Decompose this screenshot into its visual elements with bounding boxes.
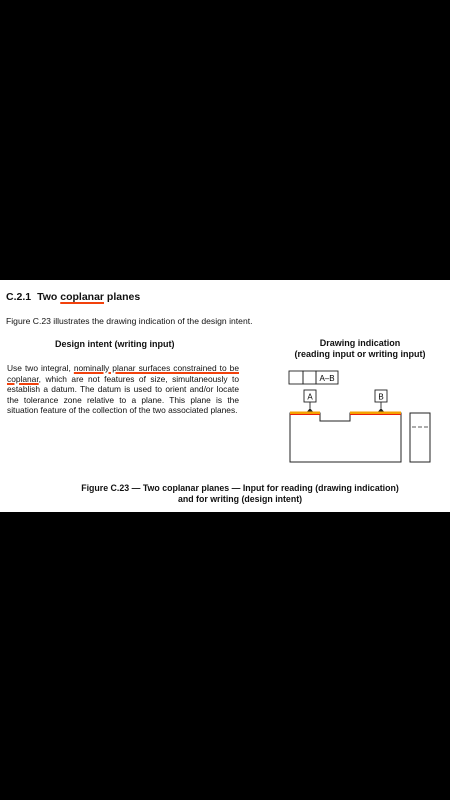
drawing-indication-title-line1: Drawing indication [319, 338, 401, 348]
design-intent-title: Design intent (writing input) [55, 339, 175, 349]
side-view [410, 413, 430, 462]
section-title-start: Two [37, 291, 61, 303]
intro-text: Figure C.23 illustrates the drawing indication of the design intent. [6, 316, 253, 326]
frame-symbol-cell [289, 371, 303, 384]
datum-b-label: B [378, 392, 384, 402]
frame-datum-label: A–B [319, 374, 335, 383]
design-intent-text [7, 363, 239, 416]
text-part-highlight: nominally planar surfaces constrained to be coplanar [7, 363, 239, 384]
text-part: Use two integral, [7, 363, 74, 373]
drawing-indication-title-line2: (reading input or writing input) [294, 349, 426, 359]
figure-caption [40, 483, 440, 505]
caption-line1: Figure C.23 — Two coplanar planes — Input for reading (drawing indication) [81, 483, 399, 493]
caption-line2: and for writing (design intent) [177, 494, 303, 504]
section-title-end: planes [104, 291, 141, 303]
text-part: , which are not features of size, simultaneously to establish a datum. The datum is used to orient and/or locate the tolerance zone relative to a plane [7, 373, 239, 405]
coplanar-drawing [286, 369, 446, 469]
datum-a-label: A [307, 392, 313, 402]
section-heading [6, 291, 140, 303]
document-page [0, 280, 450, 512]
part-outline [290, 413, 401, 462]
frame-tolerance-cell [303, 371, 316, 384]
section-title-highlight: coplanar [60, 291, 105, 303]
section-number: C.2.1 [6, 291, 32, 303]
drawing-indication-title [285, 338, 435, 360]
text-part: . This plane is the situation feature of the collection of the two associated planes. [7, 394, 239, 416]
